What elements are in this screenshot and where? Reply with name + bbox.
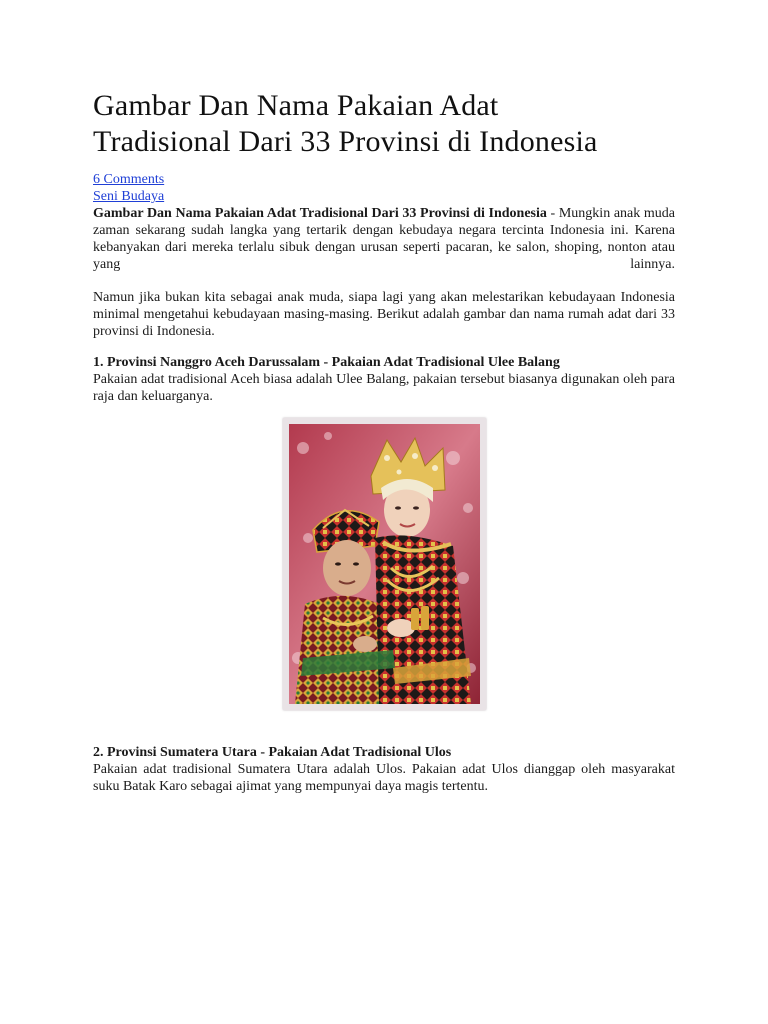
intro-text: - Mungkin anak muda zaman sekarang sudah langka yang tertarik dengan kebudaya negara tercinta Indonesia ini. Karena kebanyakan dari mereka terlalu sibuk dengan urusan seperti pacaran, ke salon, shoping, nonton atau yang lainnya. [93, 206, 675, 272]
title-line-2: Tradisional Dari 33 Provinsi di Indonesia [93, 125, 598, 158]
costume-couple-illustration [283, 418, 486, 710]
section-1-text: Pakaian adat tradisional Aceh biasa adalah Ulee Balang, pakaian tersebut biasanya digunakan oleh para raja dan keluarganya. [93, 372, 675, 404]
section-1-heading: 1. Provinsi Nanggro Aceh Darussalam - Pakaian Adat Tradisional Ulee Balang [93, 355, 560, 370]
post-meta [93, 171, 164, 205]
paragraph-2: Namun jika bukan kita sebagai anak muda, siapa lagi yang akan melestarikan kebudayaan Indonesia minimal mengetahui kebudayaan masing-masing. Berikut adalah gambar dan nama rumah adat dari 33 provinsi di Indonesia. [93, 290, 675, 339]
ulee-balang-photo [283, 418, 486, 710]
section-2-text: Pakaian adat tradisional Sumatera Utara adalah Ulos. Pakaian adat Ulos dianggap oleh masyarakat suku Batak Karo sebagai ajimat yang mempunyai daya magis tertentu. [93, 762, 675, 794]
section-2-heading: 2. Provinsi Sumatera Utara - Pakaian Adat Tradisional Ulos [93, 745, 452, 760]
title-line-1: Gambar Dan Nama Pakaian Adat [93, 89, 499, 122]
intro-paragraph [93, 205, 675, 273]
comments-link[interactable]: 6 Comments [93, 172, 165, 187]
intro-bold-lead: Gambar Dan Nama Pakaian Adat Tradisional Dari 33 Provinsi di Indonesia [93, 206, 547, 221]
page-title [93, 88, 693, 160]
category-link[interactable]: Seni Budaya [93, 189, 165, 204]
